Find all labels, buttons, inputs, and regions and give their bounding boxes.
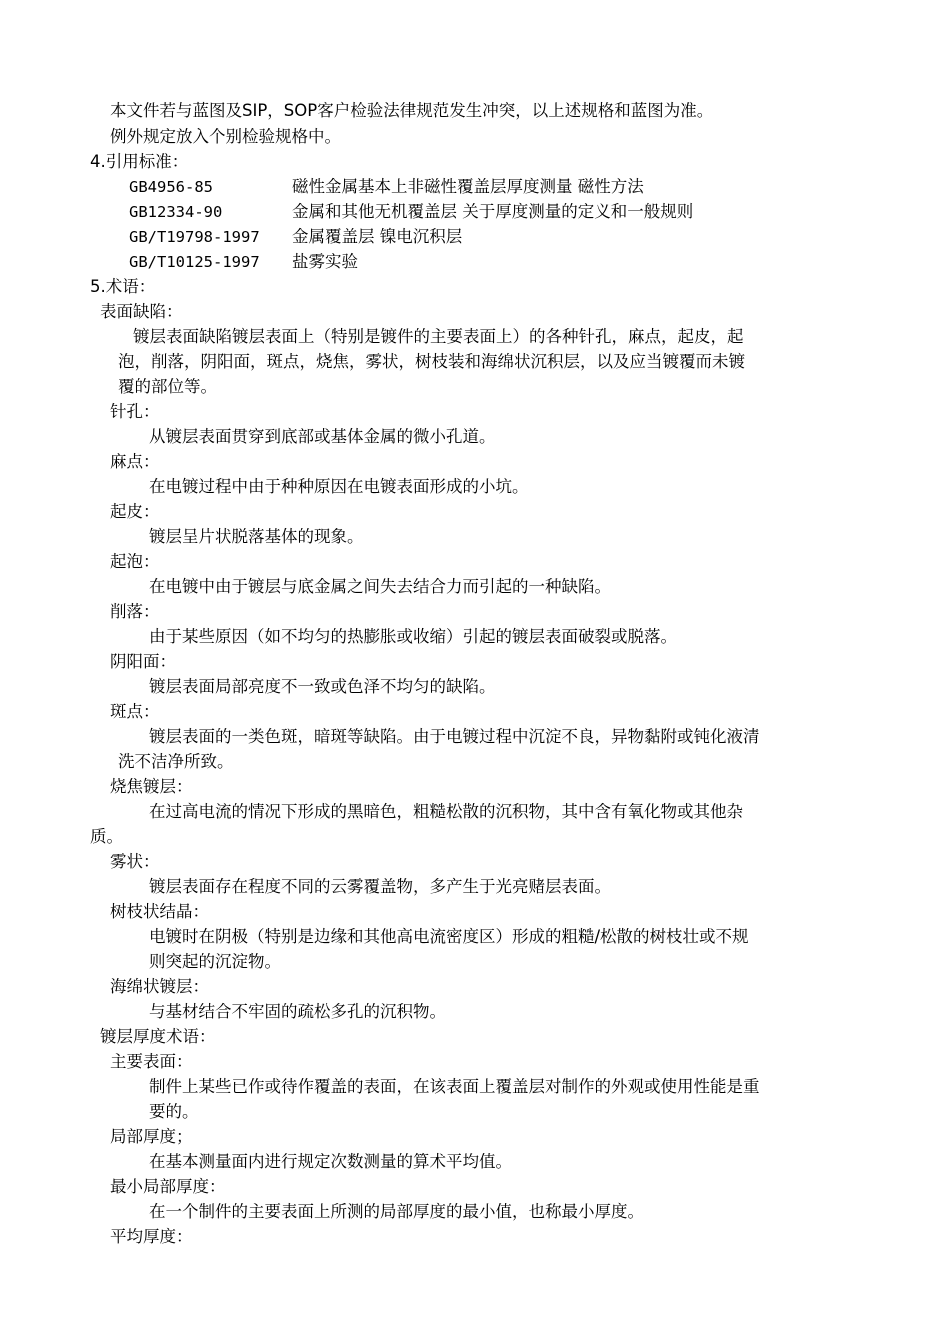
ref-code: GB/T10125-1997 <box>129 253 260 271</box>
intro-line-2: 例外规定放入个别检验规格中。 <box>110 127 341 146</box>
term-label: 削落： <box>110 602 160 621</box>
term-label: 局部厚度； <box>110 1127 193 1146</box>
ref-title: 金属覆盖层 镍电沉积层 <box>292 227 463 246</box>
surface-defects-desc: 泡，削落，阴阳面，斑点，烧焦，雾状，树枝装和海绵状沉积层，以及应当镀覆而未镀 <box>118 352 745 371</box>
term-label: 针孔： <box>110 402 160 421</box>
section-5-heading: 5.术语： <box>90 277 156 296</box>
term-label: 阴阳面： <box>110 652 176 671</box>
term-definition: 由于某些原因（如不均匀的热膨胀或收缩）引起的镀层表面破裂或脱落。 <box>149 627 677 646</box>
term-definition: 在基本测量面内进行规定次数测量的算术平均值。 <box>149 1152 512 1171</box>
term-definition: 镀层表面存在程度不同的云雾覆盖物，多产生于光亮赌层表面。 <box>149 877 611 896</box>
ref-code: GB4956-85 <box>129 178 213 196</box>
term-definition: 质。 <box>90 827 123 846</box>
section-4-heading: 4.引用标准： <box>90 152 189 171</box>
term-label: 海绵状镀层： <box>110 977 209 996</box>
term-definition: 镀层表面的一类色斑，暗斑等缺陷。由于电镀过程中沉淀不良，异物黏附或钝化液清 <box>149 727 760 746</box>
ref-code: GB12334-90 <box>129 203 223 221</box>
term-definition: 在电镀过程中由于种种原因在电镀表面形成的小坑。 <box>149 477 529 496</box>
term-definition: 电镀时在阴极（特别是边缘和其他高电流密度区）形成的粗糙/松散的树枝壮或不规 <box>149 927 749 946</box>
term-definition: 从镀层表面贯穿到底部或基体金属的微小孔道。 <box>149 427 496 446</box>
surface-defects-desc: 覆的部位等。 <box>118 377 217 396</box>
ref-title: 盐雾实验 <box>292 252 358 271</box>
subheading-surface-defects: 表面缺陷： <box>100 302 183 321</box>
term-definition: 在一个制件的主要表面上所测的局部厚度的最小值，也称最小厚度。 <box>149 1202 644 1221</box>
term-label: 最小局部厚度： <box>110 1177 226 1196</box>
term-label: 麻点： <box>110 452 160 471</box>
subheading-thickness-terms: 镀层厚度术语： <box>100 1027 216 1046</box>
term-definition: 镀层呈片状脱落基体的现象。 <box>149 527 364 546</box>
term-definition: 制件上某些已作或待作覆盖的表面，在该表面上覆盖层对制作的外观或使用性能是重 <box>149 1077 760 1096</box>
term-label: 斑点： <box>110 702 160 721</box>
ref-title: 磁性金属基本上非磁性覆盖层厚度测量 磁性方法 <box>292 177 644 196</box>
term-label: 烧焦镀层： <box>110 777 193 796</box>
term-definition: 要的。 <box>149 1102 199 1121</box>
ref-title: 金属和其他无机覆盖层 关于厚度测量的定义和一般规则 <box>292 202 694 221</box>
term-definition: 与基材结合不牢固的疏松多孔的沉积物。 <box>149 1002 446 1021</box>
surface-defects-desc: 镀层表面缺陷镀层表面上（特别是镀件的主要表面上）的各种针孔，麻点，起皮，起 <box>133 327 744 346</box>
ref-code: GB/T19798-1997 <box>129 228 260 246</box>
term-label: 树枝状结晶： <box>110 902 209 921</box>
intro-line-1: 本文件若与蓝图及SIP，SOP客户检验法律规范发生冲突，以上述规格和蓝图为准。 <box>110 101 714 120</box>
term-label: 平均厚度： <box>110 1227 193 1246</box>
term-definition: 在过高电流的情况下形成的黑暗色，粗糙松散的沉积物，其中含有氧化物或其他杂 <box>149 802 743 821</box>
term-definition: 则突起的沉淀物。 <box>149 952 281 971</box>
term-definition: 洗不洁净所致。 <box>118 752 234 771</box>
term-label: 起泡： <box>110 552 160 571</box>
term-label: 起皮： <box>110 502 160 521</box>
term-definition: 在电镀中由于镀层与底金属之间失去结合力而引起的一种缺陷。 <box>149 577 611 596</box>
term-label: 主要表面： <box>110 1052 193 1071</box>
term-label: 雾状： <box>110 852 160 871</box>
term-definition: 镀层表面局部亮度不一致或色泽不均匀的缺陷。 <box>149 677 496 696</box>
